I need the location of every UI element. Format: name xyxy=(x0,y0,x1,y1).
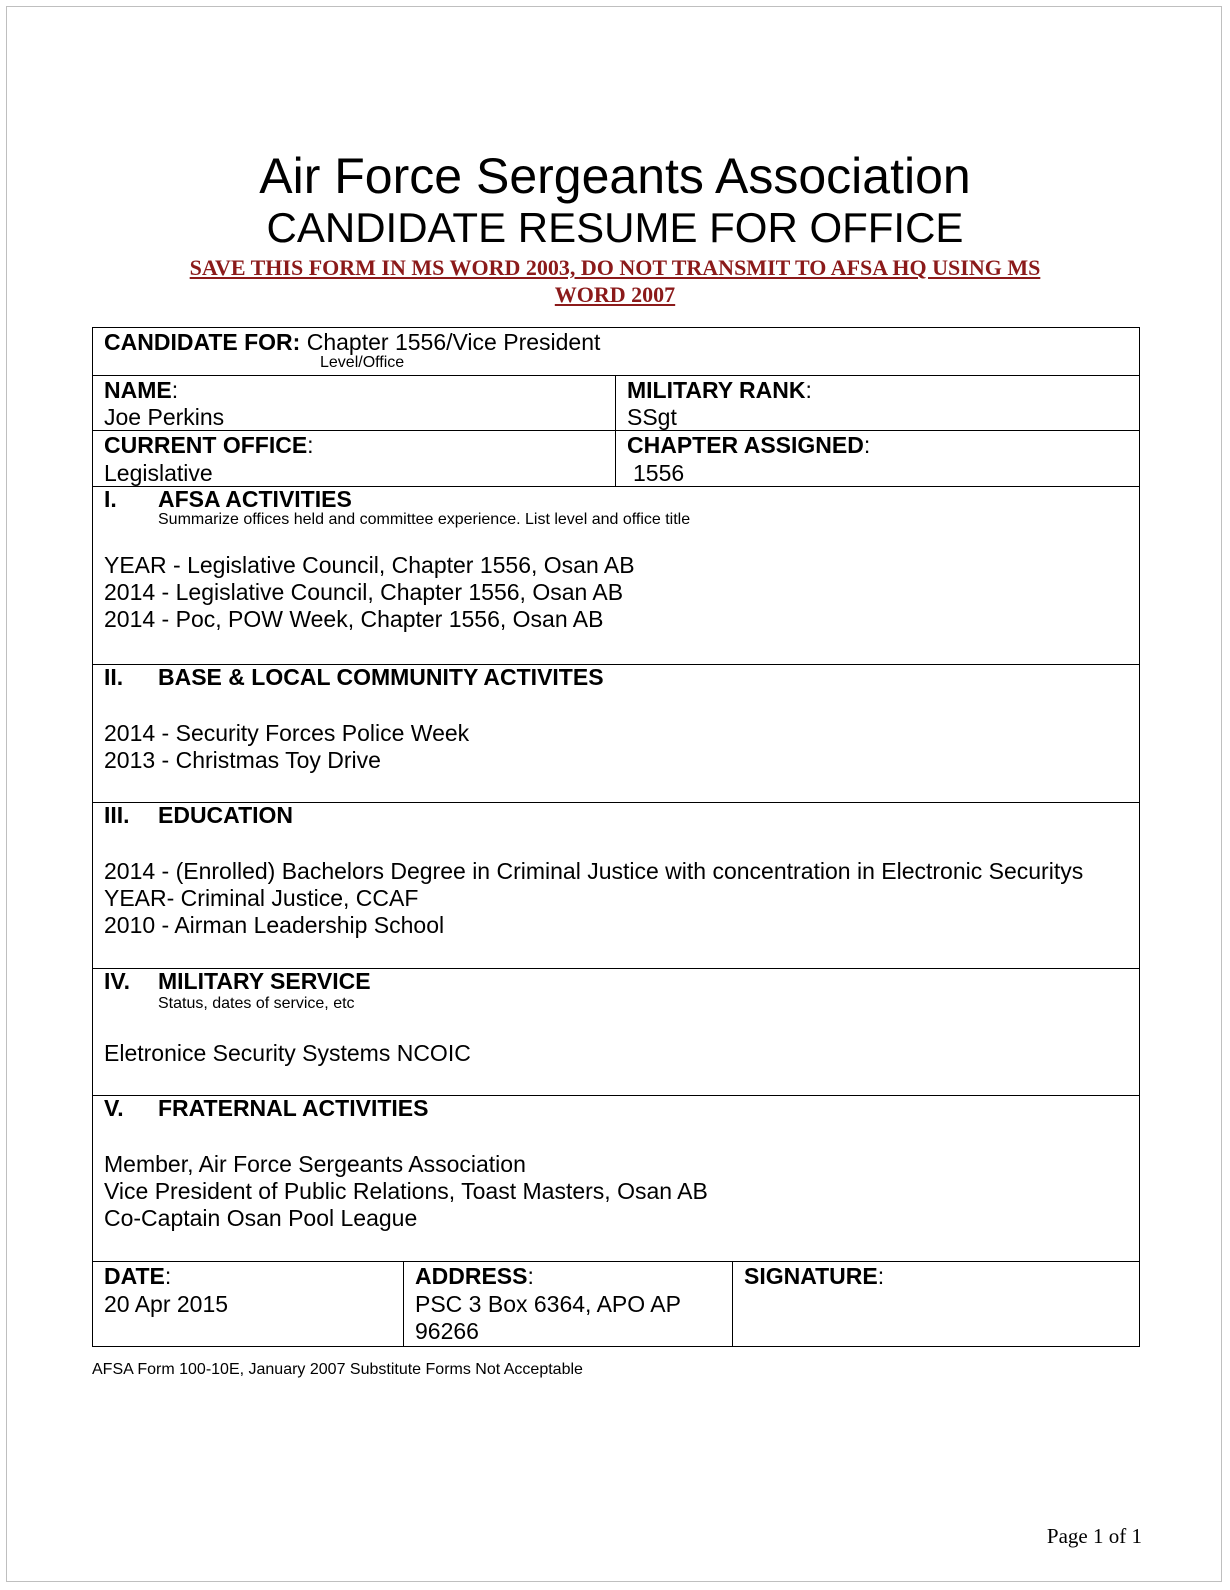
section-number: IV. xyxy=(104,968,131,994)
address-line-1[interactable]: PSC 3 Box 6364, APO AP xyxy=(415,1291,681,1317)
current-office-label: CURRENT OFFICE xyxy=(104,432,308,458)
rank-cell: MILITARY RANK: SSgt xyxy=(615,375,1140,431)
section-item[interactable]: 2014 - Security Forces Police Week xyxy=(104,720,470,746)
section-title: FRATERNAL ACTIVITIES xyxy=(158,1095,429,1121)
signature-label: SIGNATURE xyxy=(744,1263,878,1289)
page-number: Page 1 of 1 xyxy=(1046,1524,1142,1548)
rank-label: MILITARY RANK xyxy=(627,377,806,403)
section-number: I. xyxy=(104,486,117,512)
level-office-label: Level/Office xyxy=(320,354,405,371)
section-item[interactable]: Member, Air Force Sergeants Association xyxy=(104,1151,526,1177)
section-item[interactable]: 2013 - Christmas Toy Drive xyxy=(104,747,381,773)
section-item[interactable]: YEAR - Legislative Council, Chapter 1556, Osan AB xyxy=(104,552,635,578)
name-value[interactable]: Joe Perkins xyxy=(104,404,225,430)
rank-value[interactable]: SSgt xyxy=(627,404,677,430)
form-footer: AFSA Form 100-10E, January 2007 Substitute Forms Not Acceptable xyxy=(92,1361,583,1378)
section-item[interactable]: 2010 - Airman Leadership School xyxy=(104,912,445,938)
section-number: III. xyxy=(104,802,130,828)
address-cell: ADDRESS: PSC 3 Box 6364, APO AP 96266 xyxy=(403,1261,733,1347)
chapter-value[interactable]: 1556 xyxy=(633,460,685,486)
date-cell: DATE: 20 Apr 2015 xyxy=(92,1261,404,1347)
date-label: DATE xyxy=(104,1263,165,1289)
section-education xyxy=(92,802,1140,969)
address-label: ADDRESS xyxy=(415,1263,528,1289)
section-item[interactable]: Eletronice Security Systems NCOIC xyxy=(104,1040,471,1066)
section-title: BASE & LOCAL COMMUNITY ACTIVITES xyxy=(158,664,604,690)
warning-line-2: WORD 2007 xyxy=(554,282,676,307)
form-title: CANDIDATE RESUME FOR OFFICE xyxy=(266,204,964,251)
section-title: MILITARY SERVICE xyxy=(158,968,371,994)
signature-cell[interactable]: SIGNATURE: xyxy=(732,1261,1140,1347)
section-military-service xyxy=(92,968,1140,1096)
current-office-cell: CURRENT OFFICE: Legislative xyxy=(92,430,616,487)
resume-form xyxy=(92,327,1140,1360)
section-item[interactable]: 2014 - Poc, POW Week, Chapter 1556, Osan AB xyxy=(104,606,604,632)
section-item[interactable]: 2014 - Legislative Council, Chapter 1556, Osan AB xyxy=(104,579,624,605)
section-fraternal-activities xyxy=(92,1095,1140,1262)
section-item[interactable]: Co-Captain Osan Pool League xyxy=(104,1205,418,1231)
candidate-value[interactable]: Chapter 1556/Vice President xyxy=(306,329,601,355)
section-title: AFSA ACTIVITIES xyxy=(158,486,352,512)
chapter-label: CHAPTER ASSIGNED xyxy=(627,432,864,458)
org-title: Air Force Sergeants Association xyxy=(259,148,971,204)
section-afsa-activities xyxy=(92,486,1140,665)
section-number: V. xyxy=(104,1095,124,1121)
current-office-value[interactable]: Legislative xyxy=(104,460,213,486)
name-cell: NAME: Joe Perkins xyxy=(92,375,616,431)
section-item[interactable]: 2014 - (Enrolled) Bachelors Degree in Criminal Justice with concentration in Electronic Securitys xyxy=(104,858,1084,884)
section-item[interactable]: Vice President of Public Relations, Toast Masters, Osan AB xyxy=(104,1178,708,1204)
section-number: II. xyxy=(104,664,124,690)
section-hint: Summarize offices held and committee experience. List level and office title xyxy=(158,511,691,528)
candidate-row xyxy=(92,327,1140,376)
name-label: NAME xyxy=(104,377,172,403)
date-value[interactable]: 20 Apr 2015 xyxy=(104,1291,229,1317)
section-hint: Status, dates of service, etc xyxy=(158,995,355,1012)
chapter-cell: CHAPTER ASSIGNED: 1556 xyxy=(615,430,1140,487)
warning-line-1: SAVE THIS FORM IN MS WORD 2003, DO NOT TRANSMIT TO AFSA HQ USING MS xyxy=(189,255,1041,280)
address-line-2[interactable]: 96266 xyxy=(415,1318,479,1344)
section-title: EDUCATION xyxy=(158,802,294,828)
section-item[interactable]: YEAR- Criminal Justice, CCAF xyxy=(104,885,419,911)
candidate-label: CANDIDATE FOR: xyxy=(104,329,301,355)
section-community-activities xyxy=(92,664,1140,803)
